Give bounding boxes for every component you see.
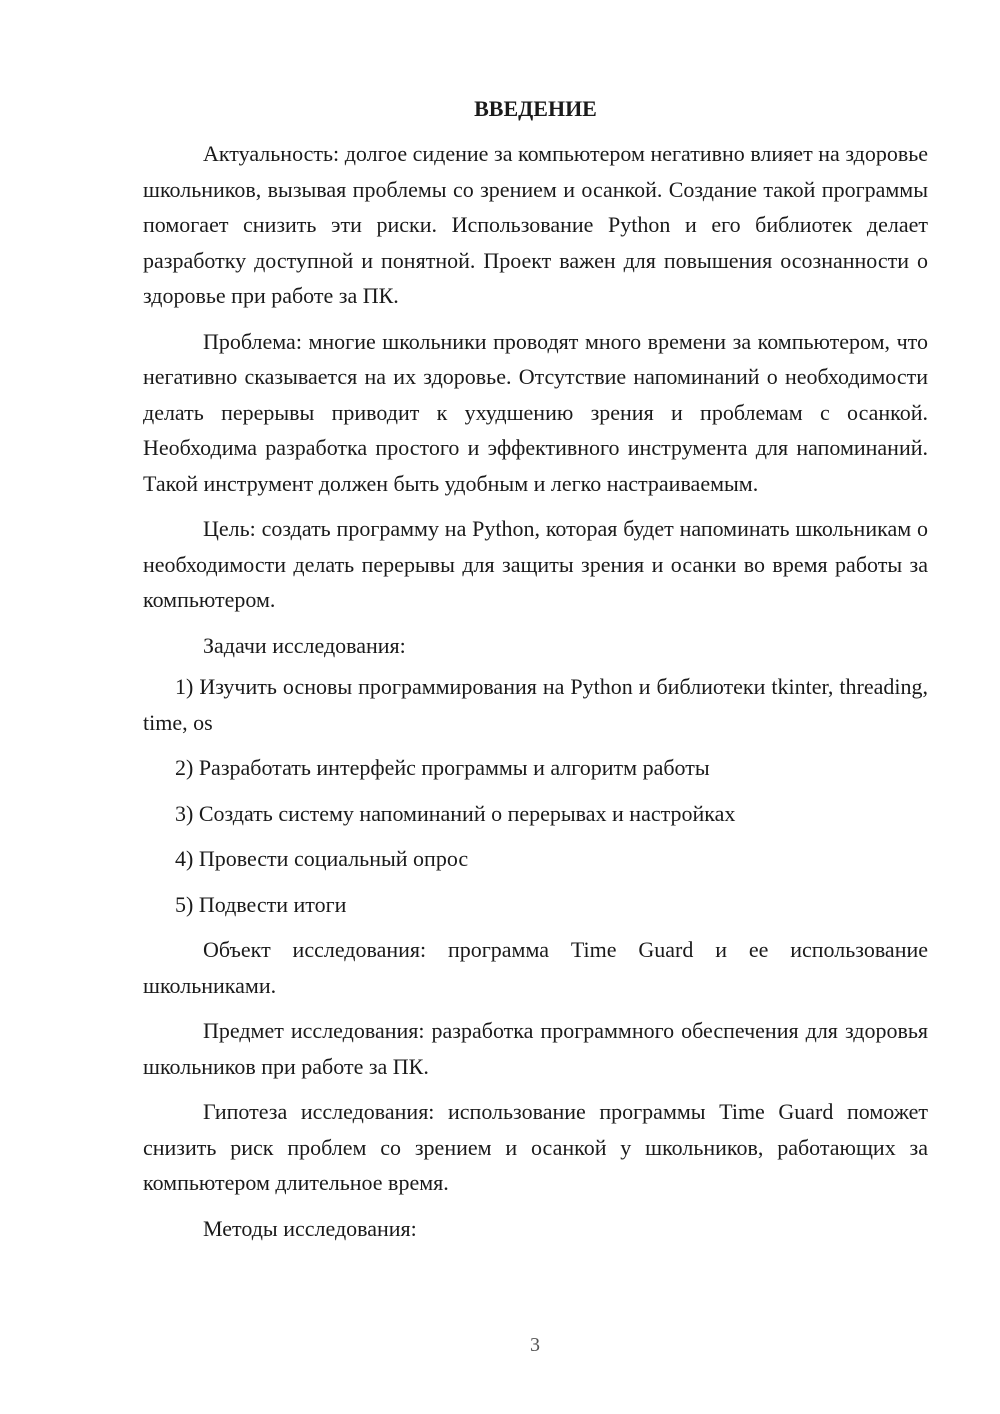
- task-item-2: 2) Разработать интерфейс программы и алгоритм работы: [175, 755, 710, 780]
- paragraph-hypothesis: Гипотеза исследования: использование программы Time Guard поможет снизить риск проблем со зрением и осанкой у школьников, работающих за компьютером длительное время.: [143, 1099, 928, 1195]
- task-item-1: 1) Изучить основы программирования на Python и библиотеки tkinter, threading, time, os: [143, 674, 928, 735]
- task-item-3: 3) Создать систему напоминаний о перерывах и настройках: [175, 800, 736, 826]
- methods-title: Методы исследования:: [203, 1215, 417, 1241]
- task-item-4: 4) Провести социальный опрос: [175, 846, 469, 871]
- task-item-5: 5) Подвести итоги: [175, 891, 347, 917]
- page-title: ВВЕДЕНИЕ: [474, 96, 597, 121]
- paragraph-goal: Цель: создать программу на Python, которая будет напоминать школьникам о необходимости делать перерывы для защиты зрения и осанки во время работы за компьютером.: [143, 516, 928, 612]
- paragraph-subject: Предмет исследования: разработка программного обеспечения для здоровья школьников при работе за ПК.: [143, 1018, 928, 1079]
- tasks-title: Задачи исследования:: [203, 632, 406, 658]
- page-number: 3: [530, 1334, 540, 1356]
- paragraph-relevance: Актуальность: долгое сидение за компьютером негативно влияет на здоровье школьников, вызывая проблемы со зрением и осанкой. Создание такой программы помогает снизить эти риски. Использование Python и его библиотек делает разработку доступной и понятной. Проект важен для повышения осознанности о здоровье при работе за ПК.: [143, 141, 928, 308]
- document-page: [143, 94, 928, 1256]
- paragraph-problem: Проблема: многие школьники проводят много времени за компьютером, что негативно сказывается на их здоровье. Отсутствие напоминаний о необходимости делать перерывы приводит к ухудшению зрения и проблемам с осанкой. Необходима разработка простого и эффективного инструмента для напоминаний. Такой инструмент должен быть удобным и легко настраиваемым.: [143, 328, 928, 496]
- paragraph-object: Объект исследования: программа Time Guard и ее использование школьниками.: [143, 937, 928, 998]
